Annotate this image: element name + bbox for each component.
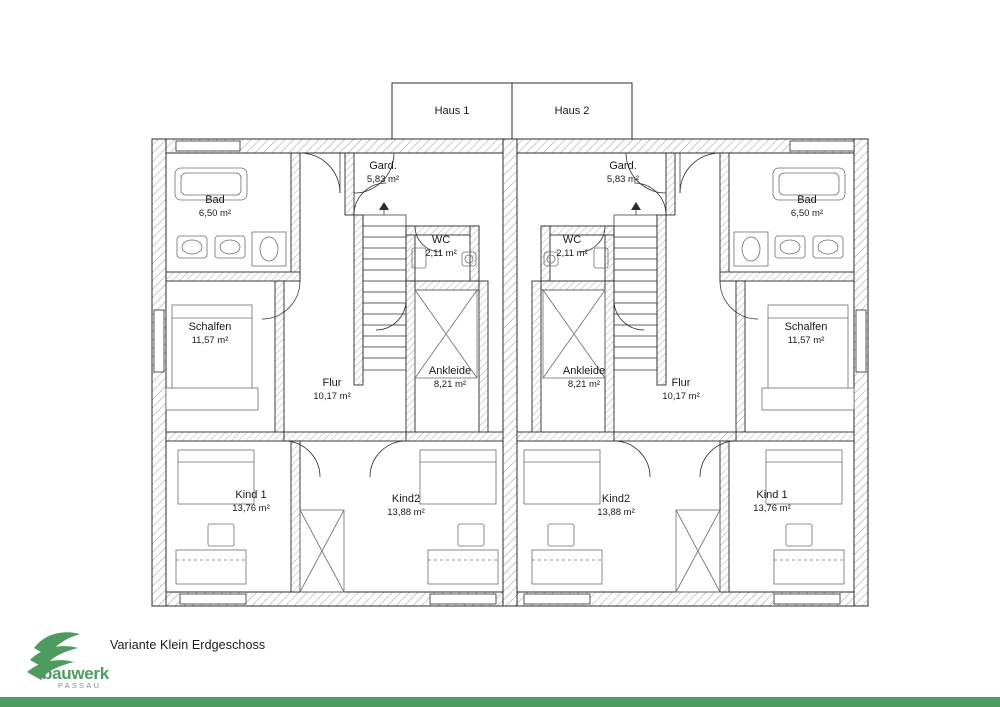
room-area: 10,17 m²: [662, 390, 700, 402]
stairs-right: [614, 202, 657, 370]
room-name: Flur: [671, 377, 691, 390]
room-area: 8,21 m²: [433, 378, 467, 390]
house-tag-1: [392, 105, 512, 117]
room-name: Kind 1: [235, 489, 267, 502]
house-tag-2-label: Haus 2: [554, 105, 590, 117]
room-area: 13,76 m²: [232, 502, 270, 514]
room-area: 5,83 m²: [606, 173, 640, 185]
room-name: Bad: [797, 194, 817, 207]
logo-subtitle: PASSAU: [58, 681, 102, 690]
house-tag-1-label: Haus 1: [434, 105, 470, 117]
plan-caption: Variante Klein Erdgeschoss: [110, 638, 266, 652]
room-name: Gard.: [609, 160, 637, 173]
room-name: Kind 1: [756, 489, 788, 502]
room-name: Ankleide: [562, 365, 606, 378]
room-name: Kind2: [601, 493, 631, 506]
room-area: 11,57 m²: [191, 334, 229, 346]
room-area: 13,88 m²: [597, 506, 635, 518]
room-area: 10,17 m²: [313, 390, 351, 402]
room-area: 6,50 m²: [790, 207, 824, 219]
room-area: 5,83 m²: [366, 173, 400, 185]
room-area: 11,57 m²: [787, 334, 825, 346]
room-name: Schalfen: [784, 321, 828, 334]
room-name: WC: [431, 234, 451, 247]
room-area: 6,50 m²: [198, 207, 232, 219]
room-name: Schalfen: [188, 321, 232, 334]
room-name: Bad: [205, 194, 225, 207]
room-name: Flur: [322, 377, 342, 390]
exterior-walls: [152, 139, 868, 606]
logo: [22, 620, 112, 694]
room-name: Ankleide: [428, 365, 472, 378]
room-area: 2,11 m²: [556, 247, 588, 259]
room-area: 13,76 m²: [753, 502, 791, 514]
logo-wordmark: bauwerk: [42, 664, 109, 683]
room-name: WC: [562, 234, 582, 247]
room-area: 2,11 m²: [425, 247, 457, 259]
room-area: 8,21 m²: [567, 378, 601, 390]
room-name: Gard.: [369, 160, 397, 173]
room-name: Kind2: [391, 493, 421, 506]
room-area: 13,88 m²: [387, 506, 425, 518]
house-tag-2: [512, 105, 632, 117]
footer-accent-bar: [0, 697, 1000, 707]
stairs-left: [363, 202, 406, 370]
